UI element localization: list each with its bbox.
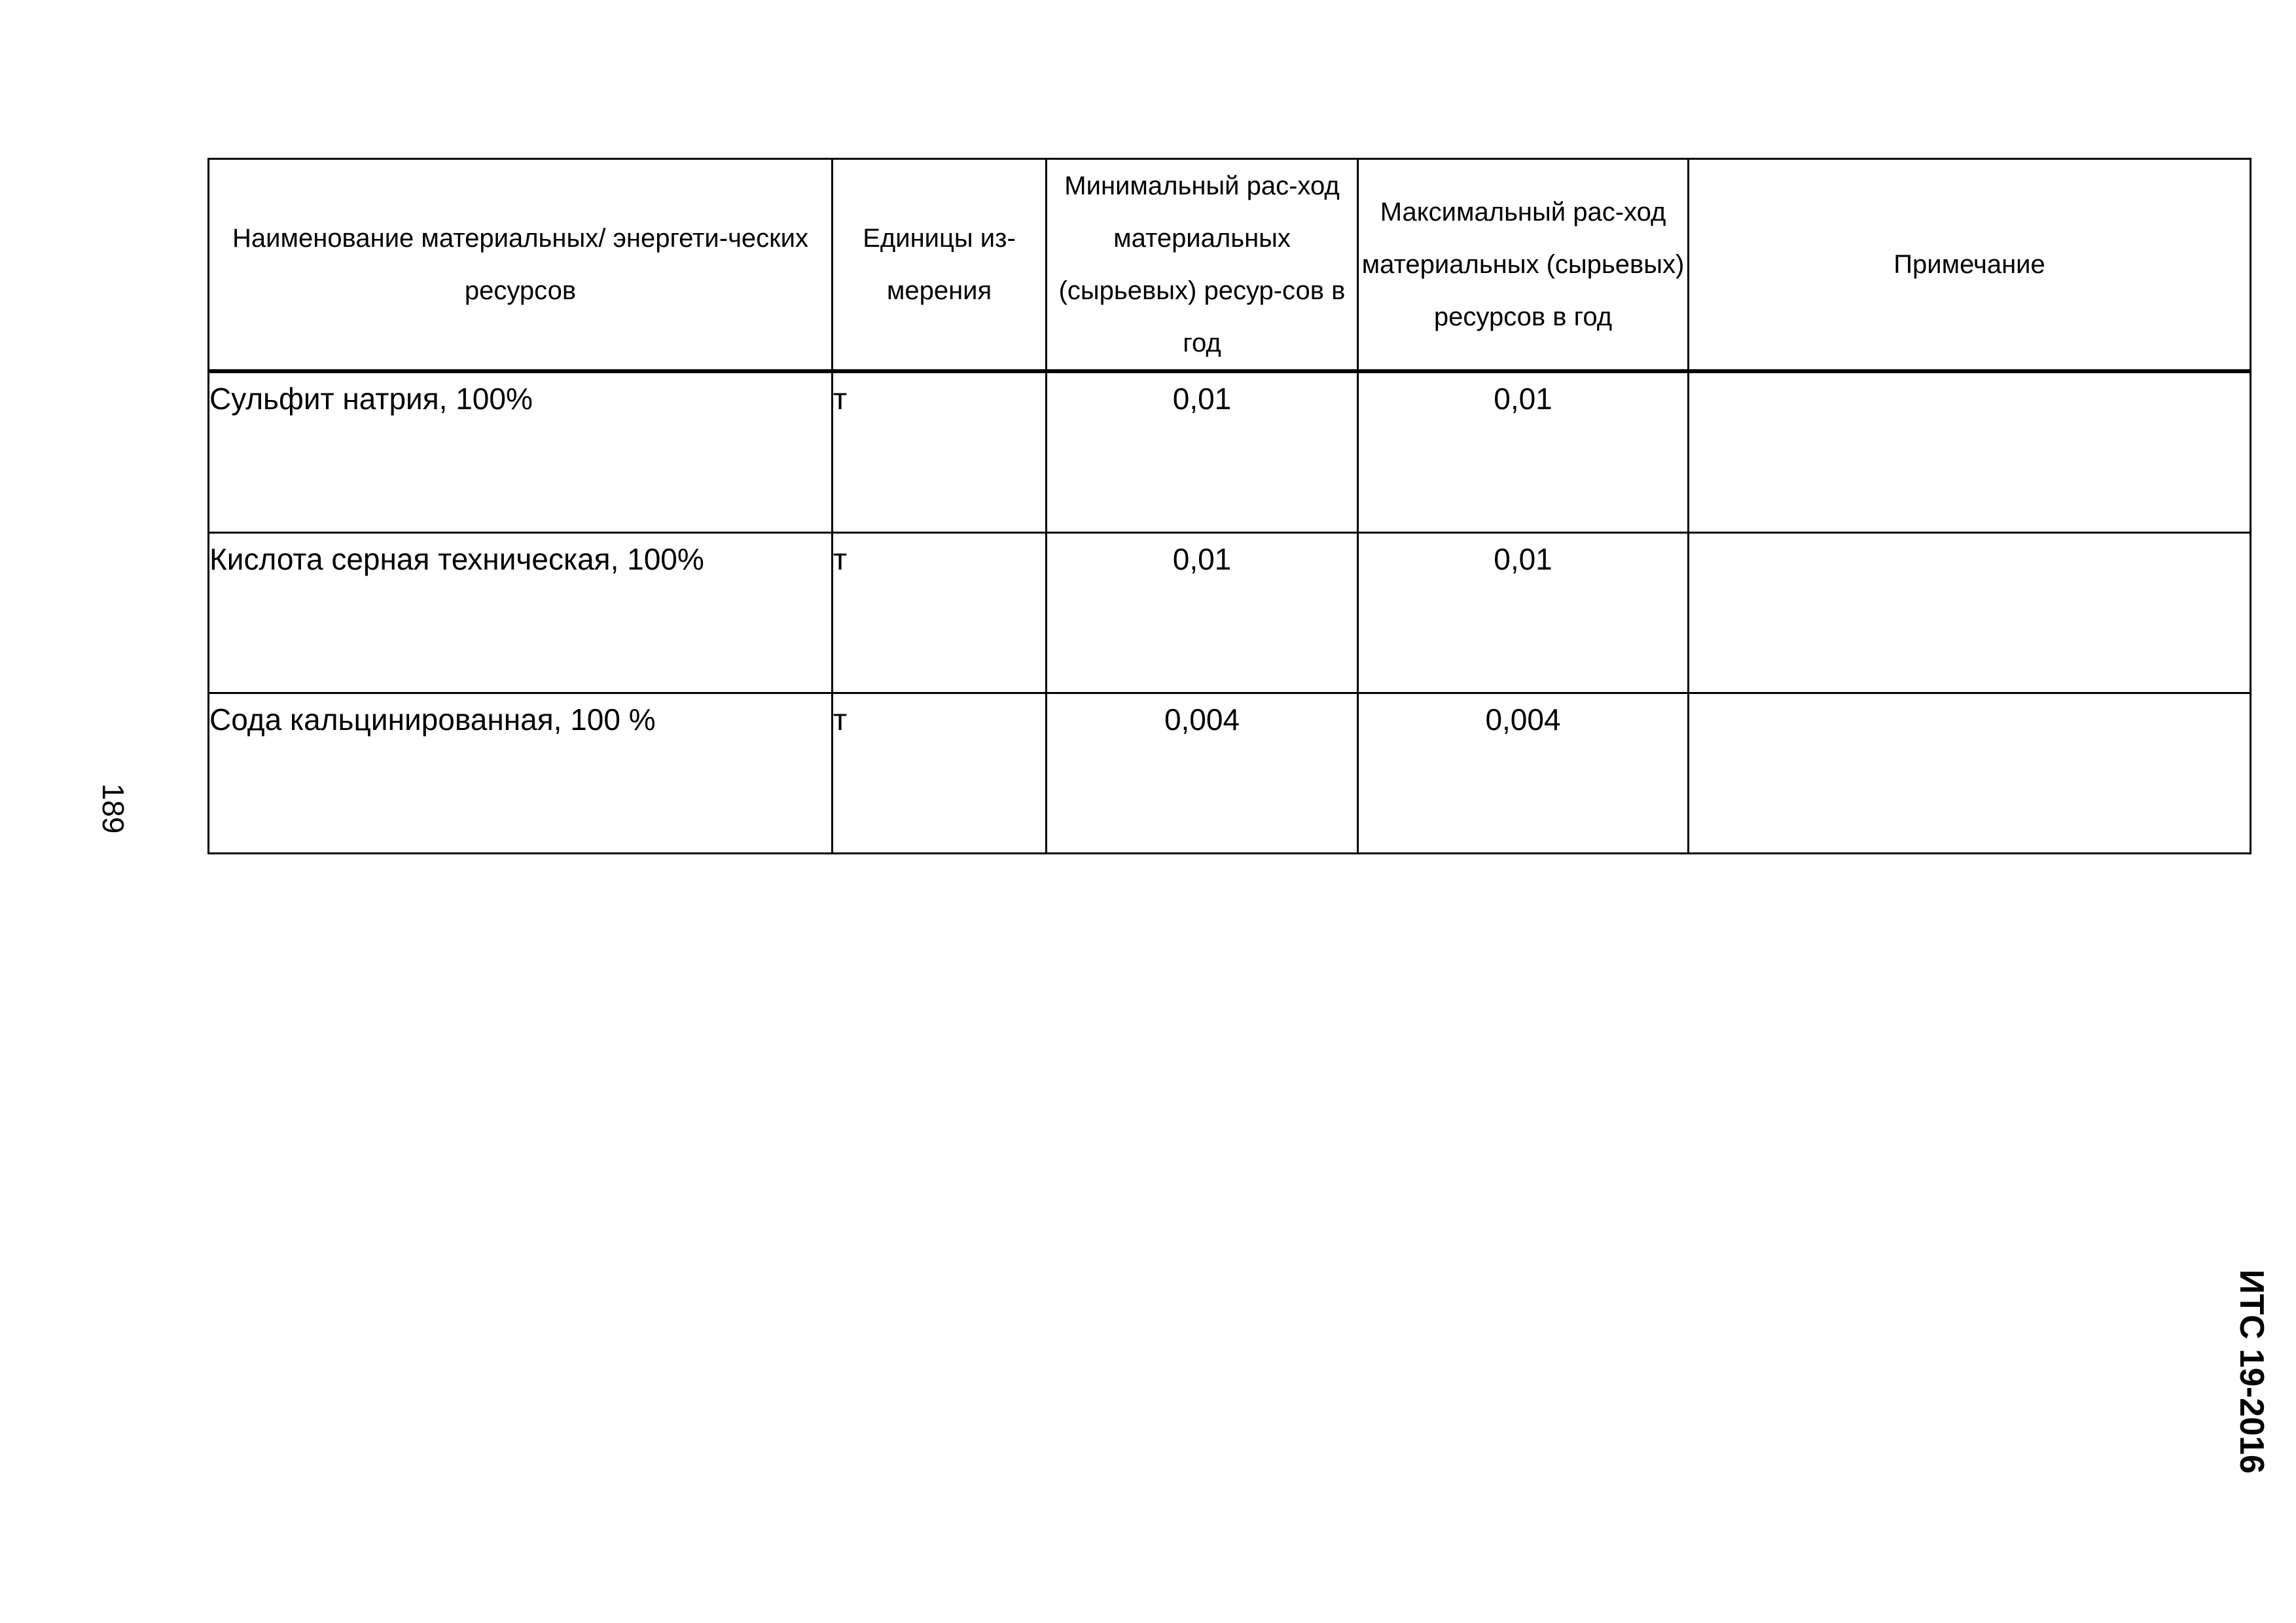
cell-min-consumption: 0,01 [1047,533,1358,693]
document-code: ИТС 19-2016 [2233,1269,2270,1474]
header-resource-name: Наименование материальных/ энергети-ческих ресурсов [209,159,833,372]
table-header-row [209,159,2251,372]
page-number: 189 [96,783,130,834]
cell-resource-name: Сода кальцинированная, 100 % [209,693,833,854]
cell-note [1689,533,2251,693]
cell-max-consumption: 0,004 [1358,693,1689,854]
cell-note [1689,371,2251,533]
cell-min-consumption: 0,01 [1047,371,1358,533]
cell-unit: т [833,371,1047,533]
table-row [209,371,2251,533]
table-row [209,693,2251,854]
cell-min-consumption: 0,004 [1047,693,1358,854]
header-max-consumption: Максимальный рас-ход материальных (сырьевых) ресурсов в год [1358,159,1689,372]
cell-note [1689,693,2251,854]
header-note: Примечание [1689,159,2251,372]
header-unit: Единицы из-мерения [833,159,1047,372]
cell-max-consumption: 0,01 [1358,371,1689,533]
cell-resource-name: Кислота серная техническая, 100% [209,533,833,693]
cell-unit: т [833,533,1047,693]
header-min-consumption: Минимальный рас-ход материальных (сырьевых) ресур-сов в год [1047,159,1358,372]
resources-table [207,158,2251,854]
cell-resource-name: Сульфит натрия, 100% [209,371,833,533]
cell-unit: т [833,693,1047,854]
table-row [209,533,2251,693]
cell-max-consumption: 0,01 [1358,533,1689,693]
